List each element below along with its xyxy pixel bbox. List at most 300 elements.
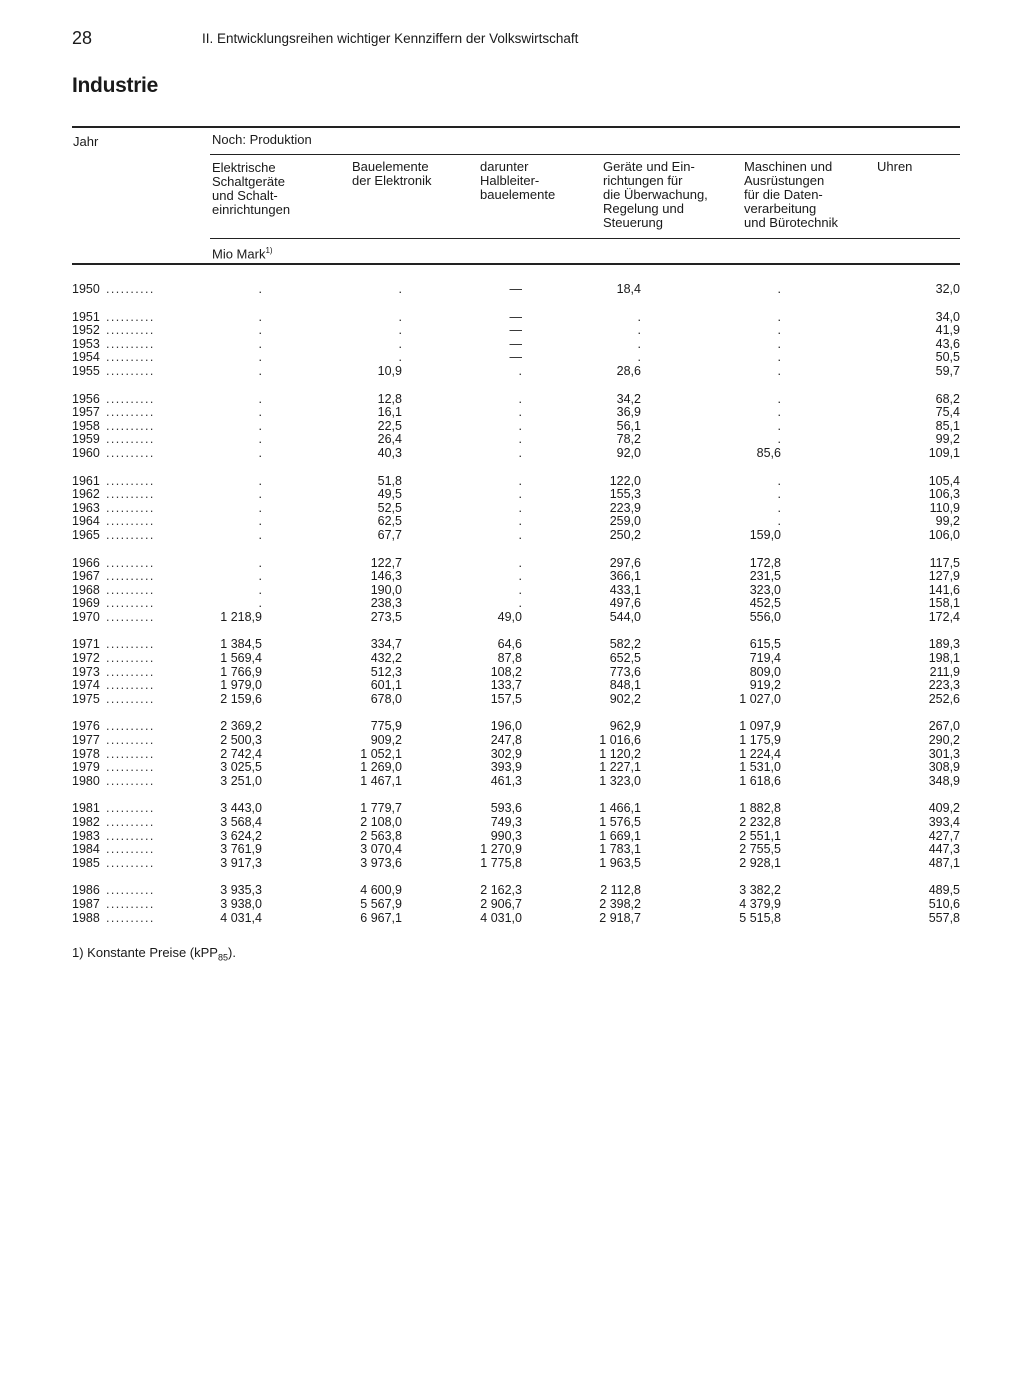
cell-schaltgeraete: . [258,596,262,611]
cell-geraete: 155,3 [609,487,641,502]
cell-uhren: 75,4 [935,405,960,420]
cell-bauelemente: 6 967,1 [360,910,402,925]
cell-uhren: 99,2 [935,514,960,529]
leader-dots: .......... [106,432,155,447]
cell-schaltgeraete: 1 384,5 [220,637,262,652]
cell-geraete: 1 016,6 [599,733,641,748]
cell-bauelemente: 601,1 [370,678,402,693]
cell-schaltgeraete: 3 568,4 [220,815,262,829]
table-row [72,843,962,857]
cell-maschinen: 452,5 [749,596,781,611]
leader-dots: .......... [106,350,155,365]
cell-schaltgeraete: 3 443,0 [220,801,262,816]
cell-halbleiter: — [509,282,522,296]
cell-maschinen: 231,5 [749,569,781,584]
cell-schaltgeraete: . [258,432,262,447]
leader-dots: .......... [106,336,155,351]
table-row [72,475,962,489]
table-row [72,666,962,680]
cell-halbleiter: — [509,336,522,351]
row-group [72,720,962,788]
cell-maschinen: . [777,391,781,406]
cell-uhren: 127,9 [928,569,960,584]
table-row [72,898,962,912]
cell-geraete: 1 227,1 [599,760,641,775]
cell-halbleiter: — [509,350,522,365]
cell-uhren: 409,2 [928,801,960,816]
cell-year: 1958 [72,418,100,433]
cell-halbleiter: 302,9 [490,746,522,761]
leader-dots: .......... [106,487,155,502]
cell-maschinen: 159,0 [749,527,781,542]
cell-maschinen: . [777,487,781,502]
cell-halbleiter: 247,8 [490,733,522,748]
leader-dots: .......... [106,910,155,925]
cell-geraete: 1 783,1 [599,842,641,857]
table-row [72,912,962,926]
cell-schaltgeraete: 3 917,3 [220,855,262,870]
cell-schaltgeraete: 1 979,0 [220,678,262,693]
cell-geraete: 28,6 [616,363,641,378]
row-group [72,557,962,625]
cell-bauelemente: 5 567,9 [360,896,402,911]
leader-dots: .......... [106,801,155,816]
row-group [72,393,962,461]
cell-maschinen: 5 515,8 [739,910,781,925]
cell-uhren: 32,0 [935,282,960,296]
cell-year: 1957 [72,405,100,420]
cell-halbleiter: 2 906,7 [480,896,522,911]
page-number: 28 [72,28,93,48]
leader-dots: .......... [106,842,155,857]
table-row [72,597,962,611]
leader-dots: .......... [106,569,155,584]
cell-geraete: 223,9 [609,500,641,515]
cell-geraete: 78,2 [616,432,641,447]
cell-bauelemente: 432,2 [370,651,402,666]
cell-bauelemente: 26,4 [377,432,402,447]
cell-geraete: 2 398,2 [599,896,641,911]
unit-rule [210,238,960,239]
cell-geraete: 250,2 [609,527,641,542]
table-row [72,529,962,543]
table-top-rule [72,126,960,128]
cell-schaltgeraete: 1 569,4 [220,651,262,666]
group-label: Noch: Produktion [212,132,312,147]
table-row [72,802,962,816]
table-row [72,816,962,830]
cell-halbleiter: . [518,555,522,570]
cell-schaltgeraete: 4 031,4 [220,910,262,925]
table-row [72,693,962,707]
cell-maschinen: 85,6 [756,445,781,460]
leader-dots: .......... [106,527,155,542]
cell-bauelemente: 512,3 [370,664,402,679]
leader-dots: .......... [106,664,155,679]
cell-maschinen: 1 097,9 [739,719,781,734]
cell-schaltgeraete: . [258,527,262,542]
cell-bauelemente: 1 779,7 [360,801,402,816]
cell-bauelemente: 22,5 [377,418,402,433]
cell-year: 1986 [72,883,100,898]
cell-maschinen: . [777,418,781,433]
year-column-label: Jahr [73,134,99,149]
cell-geraete: 902,2 [609,691,641,706]
cell-schaltgeraete: 2 159,6 [220,691,262,706]
cell-uhren: 290,2 [928,733,960,748]
cell-schaltgeraete: . [258,282,262,296]
cell-halbleiter: . [518,514,522,529]
cell-uhren: 59,7 [935,363,960,378]
cell-schaltgeraete: 2 742,4 [220,746,262,761]
cell-geraete: 1 120,2 [599,746,641,761]
cell-halbleiter: 64,6 [497,637,522,652]
leader-dots: .......... [106,609,155,624]
cell-year: 1971 [72,637,100,652]
cell-bauelemente: 334,7 [370,637,402,652]
cell-maschinen: . [777,350,781,365]
cell-uhren: 41,9 [935,323,960,338]
table-row [72,338,962,352]
table-row [72,311,962,325]
cell-geraete: 36,9 [616,405,641,420]
cell-halbleiter: 1 270,9 [480,842,522,857]
cell-bauelemente: 62,5 [377,514,402,529]
cell-schaltgeraete: 3 025,5 [220,760,262,775]
cell-bauelemente: 3 973,6 [360,855,402,870]
cell-uhren: 50,5 [935,350,960,365]
cell-year: 1969 [72,596,100,611]
cell-uhren: 252,6 [928,691,960,706]
footnote-closing: ). [227,945,236,960]
cell-bauelemente: 51,8 [377,473,402,488]
cell-year: 1954 [72,350,100,365]
leader-dots: .......... [106,828,155,843]
leader-dots: .......... [106,719,155,734]
cell-halbleiter: . [518,418,522,433]
cell-schaltgeraete: 3 935,3 [220,883,262,898]
cell-schaltgeraete: . [258,582,262,597]
cell-uhren: 106,3 [928,487,960,502]
cell-year: 1973 [72,664,100,679]
table-row [72,488,962,502]
cell-maschinen: 719,4 [749,651,781,666]
cell-uhren: 198,1 [928,651,960,666]
leader-dots: .......... [106,555,155,570]
cell-geraete: 582,2 [609,637,641,652]
cell-uhren: 427,7 [928,828,960,843]
cell-geraete: 652,5 [609,651,641,666]
cell-schaltgeraete: . [258,323,262,338]
row-group [72,638,962,706]
cell-maschinen: 3 382,2 [739,883,781,898]
footnote-text: 1) Konstante Preise (kPP [72,945,218,960]
unit-footnote-ref: 1) [265,246,273,255]
cell-schaltgeraete: 1 218,9 [220,609,262,624]
leader-dots: .......... [106,363,155,378]
cell-year: 1956 [72,391,100,406]
cell-uhren: 172,4 [928,609,960,624]
cell-schaltgeraete: 3 251,0 [220,773,262,788]
table-row [72,557,962,571]
table-row [72,433,962,447]
cell-uhren: 141,6 [928,582,960,597]
leader-dots: .......... [106,651,155,666]
cell-uhren: 489,5 [928,883,960,898]
cell-uhren: 211,9 [929,664,960,679]
cell-year: 1985 [72,855,100,870]
cell-halbleiter: 393,9 [490,760,522,775]
leader-dots: .......... [106,596,155,611]
cell-halbleiter: 133,7 [490,678,522,693]
cell-schaltgeraete: 3 938,0 [220,896,262,911]
cell-uhren: 223,3 [928,678,960,693]
cell-year: 1967 [72,569,100,584]
cell-maschinen: 2 551,1 [739,828,781,843]
table-row [72,393,962,407]
cell-halbleiter: 108,2 [490,664,522,679]
cell-bauelemente: 49,5 [377,487,402,502]
cell-uhren: 117,5 [929,555,960,570]
cell-maschinen: 1 531,0 [739,760,781,775]
section-title: Industrie [72,74,158,97]
table-row [72,502,962,516]
cell-halbleiter: . [518,391,522,406]
leader-dots: .......... [106,896,155,911]
cell-year: 1982 [72,815,100,829]
leader-dots: .......... [106,637,155,652]
table-row [72,351,962,365]
cell-maschinen: 1 224,4 [739,746,781,761]
cell-bauelemente: . [398,336,402,351]
cell-year: 1952 [72,323,100,338]
cell-maschinen: 2 232,8 [739,815,781,829]
footnote-subscript: 85 [217,952,228,963]
cell-year: 1959 [72,432,100,447]
cell-bauelemente: 10,9 [377,363,402,378]
cell-geraete: 92,0 [616,445,641,460]
cell-schaltgeraete: . [258,569,262,584]
cell-halbleiter: . [518,405,522,420]
footnote [72,945,236,963]
cell-year: 1962 [72,487,100,502]
cell-bauelemente: 190,0 [370,582,402,597]
cell-bauelemente: . [398,350,402,365]
table-row [72,584,962,598]
cell-schaltgeraete: . [258,487,262,502]
table-head-bottom-rule [72,263,960,265]
cell-uhren: 447,3 [928,842,960,857]
table-row [72,734,962,748]
cell-year: 1963 [72,500,100,515]
cell-uhren: 189,3 [928,637,960,652]
cell-uhren: 557,8 [928,910,960,925]
cell-bauelemente: 678,0 [370,691,402,706]
leader-dots: .......... [106,405,155,420]
cell-bauelemente: 122,7 [370,555,402,570]
cell-schaltgeraete: . [258,514,262,529]
subheader-rule [210,154,960,155]
cell-year: 1964 [72,514,100,529]
cell-halbleiter: . [518,363,522,378]
cell-geraete: 1 466,1 [599,801,641,816]
leader-dots: .......... [106,309,155,324]
leader-dots: .......... [106,746,155,761]
cell-maschinen: 323,0 [749,582,781,597]
cell-maschinen: 809,0 [749,664,781,679]
cell-year: 1970 [72,609,100,624]
running-head: II. Entwicklungsreihen wichtiger Kennziffern der Volkswirtschaft [202,31,579,46]
cell-schaltgeraete: . [258,555,262,570]
cell-uhren: 34,0 [935,309,960,324]
cell-schaltgeraete: . [258,405,262,420]
table-row [72,283,962,297]
cell-maschinen: 2 928,1 [739,855,781,870]
cell-halbleiter: . [518,569,522,584]
cell-schaltgeraete: . [258,336,262,351]
cell-geraete: 544,0 [609,609,641,624]
cell-year: 1981 [72,801,100,816]
cell-halbleiter: 157,5 [490,691,522,706]
cell-maschinen: . [777,500,781,515]
row-group [72,311,962,379]
cell-uhren: 99,2 [935,432,960,447]
table-row [72,420,962,434]
cell-uhren: 105,4 [928,473,960,488]
cell-uhren: 158,1 [928,596,960,611]
cell-schaltgeraete: . [258,418,262,433]
table-row [72,775,962,789]
cell-maschinen: . [777,405,781,420]
cell-schaltgeraete: . [258,350,262,365]
column-header-maschinen: Maschinen und Ausrüstungen für die Daten- verarbeitung und Bürotechnik [744,159,838,230]
cell-uhren: 106,0 [928,527,960,542]
cell-halbleiter: 593,6 [490,801,522,816]
cell-halbleiter: . [518,473,522,488]
cell-geraete: 433,1 [609,582,641,597]
cell-bauelemente: . [398,323,402,338]
table-row [72,515,962,529]
cell-bauelemente: 4 600,9 [360,883,402,898]
cell-year: 1961 [72,473,100,488]
cell-halbleiter: . [518,500,522,515]
leader-dots: .......... [106,773,155,788]
column-header-schaltgeraete: Elektrische Schaltgeräte und Schalt- einrichtungen [212,160,291,217]
leader-dots: .......... [106,582,155,597]
leader-dots: .......... [106,678,155,693]
cell-schaltgeraete: . [258,309,262,324]
cell-halbleiter: 2 162,3 [480,883,522,898]
cell-year: 1955 [72,363,100,378]
cell-maschinen: 1 618,6 [739,773,781,788]
cell-bauelemente: 3 070,4 [360,842,402,857]
row-group [72,475,962,543]
cell-geraete: 366,1 [609,569,641,584]
table-row [72,324,962,338]
table-row [72,447,962,461]
cell-bauelemente: 146,3 [370,569,402,584]
cell-geraete: 259,0 [609,514,641,529]
table-row [72,611,962,625]
unit-text: Mio Mark [212,246,266,262]
cell-halbleiter: . [518,432,522,447]
cell-halbleiter: — [509,309,522,324]
table-row [72,365,962,379]
cell-uhren: 510,6 [928,896,960,911]
leader-dots: .......... [106,815,155,829]
cell-maschinen: 172,8 [749,555,781,570]
column-header-bauelemente: Bauelemente der Elektronik [352,159,432,188]
cell-bauelemente: 2 563,8 [360,828,402,843]
table-row [72,857,962,871]
cell-year: 1984 [72,842,100,857]
cell-schaltgeraete: . [258,445,262,460]
cell-bauelemente: 273,5 [370,609,402,624]
cell-year: 1965 [72,527,100,542]
cell-maschinen: . [777,363,781,378]
cell-bauelemente: 16,1 [377,405,402,420]
cell-bauelemente: 67,7 [377,527,402,542]
cell-uhren: 267,0 [928,719,960,734]
cell-year: 1966 [72,555,100,570]
cell-year: 1972 [72,651,100,666]
table-row [72,679,962,693]
table-row [72,406,962,420]
data-table [72,283,962,939]
cell-year: 1960 [72,445,100,460]
cell-bauelemente: 1 269,0 [360,760,402,775]
cell-bauelemente: . [398,309,402,324]
cell-maschinen: . [777,323,781,338]
cell-geraete: 497,6 [609,596,641,611]
cell-geraete: 1 323,0 [599,773,641,788]
cell-year: 1950 [72,282,100,296]
cell-schaltgeraete: 3 761,9 [220,842,262,857]
cell-year: 1953 [72,336,100,351]
cell-bauelemente: 1 467,1 [360,773,402,788]
cell-bauelemente: 2 108,0 [360,815,402,829]
cell-schaltgeraete: 1 766,9 [220,664,262,679]
cell-geraete: . [637,336,641,351]
cell-uhren: 348,9 [928,773,960,788]
row-group [72,802,962,870]
unit-label [212,244,273,261]
cell-geraete: 297,6 [609,555,641,570]
cell-halbleiter: 196,0 [490,719,522,734]
cell-geraete: 1 576,5 [599,815,641,829]
cell-maschinen: . [777,309,781,324]
cell-uhren: 308,9 [928,760,960,775]
cell-halbleiter: . [518,445,522,460]
cell-halbleiter: 49,0 [497,609,522,624]
cell-schaltgeraete: 3 624,2 [220,828,262,843]
leader-dots: .......... [106,691,155,706]
leader-dots: .......... [106,500,155,515]
cell-schaltgeraete: . [258,500,262,515]
cell-halbleiter: . [518,527,522,542]
cell-bauelemente: 52,5 [377,500,402,515]
leader-dots: .......... [106,473,155,488]
table-row [72,761,962,775]
cell-halbleiter: . [518,487,522,502]
cell-geraete: 1 669,1 [599,828,641,843]
cell-halbleiter: 87,8 [497,651,522,666]
cell-schaltgeraete: . [258,391,262,406]
cell-maschinen: 1 027,0 [739,691,781,706]
table-row [72,884,962,898]
cell-geraete: 56,1 [616,418,641,433]
cell-uhren: 109,1 [928,445,960,460]
